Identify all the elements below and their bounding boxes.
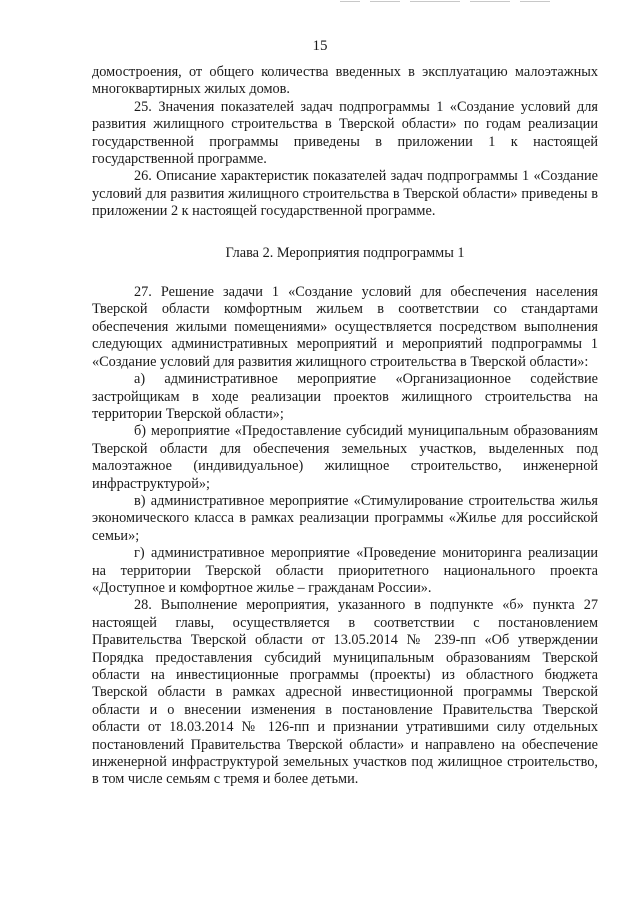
- paragraph-27: 27. Решение задачи 1 «Создание условий для обеспечения населения Тверской области комфортным жильем в соответствии со стандартами обеспечения жилыми помещениями» осуществляется посредством выполнения следующих административных мероприятий и мероприятий подпрограммы 1 «Создание условий для развития жилищного строительства в Тверской области»:: [92, 284, 598, 370]
- list-item-b: б) мероприятие «Предоставление субсидий муниципальным образованиям Тверской области для обеспечения земельных участков, выделенных под малоэтажное (индивидуальное) жилищное строительство, инженерной инфраструктурой»;: [92, 423, 598, 492]
- document-body: [92, 64, 598, 789]
- scan-artifact-marks: [300, 0, 640, 6]
- chapter-heading: Глава 2. Мероприятия подпрограммы 1: [225, 244, 465, 261]
- list-item-v: в) административное мероприятие «Стимулирование строительства жилья экономического класса в рамках реализации программы «Жилье для российской семьи»;: [92, 492, 598, 544]
- paragraph-continuation: домостроения, от общего количества введенных в эксплуатацию малоэтажных многоквартирных жилых домов.: [92, 64, 598, 98]
- page-number: 15: [312, 38, 328, 54]
- paragraph-25: 25. Значения показателей задач подпрограммы 1 «Создание условий для развития жилищного строительства в Тверской области» по годам реализации государственной программы приведены в приложении 1 к настоящей государственной программе.: [92, 98, 598, 168]
- list-item-g: г) административное мероприятие «Проведение мониторинга реализации на территории Тверской области приоритетного национального проекта «Доступное и комфортное жилье – гражданам России».: [92, 545, 598, 596]
- paragraph-28: 28. Выполнение мероприятия, указанного в подпункте «б» пункта 27 настоящей главы, осуществляется в соответствии с постановлением Правительства Тверской области от 13.05.2014 № 239-пп «Об утверждении Порядка предоставления субсидий муниципальным образованиям Тверской области на инвестиционные программы (проекты) из областного бюджета Тверской области в рамках адресной инвестиционной программы Тверской области и о внесении изменения в постановление Правительства Тверской области от 18.03.2014 № 126-пп и признании утратившими силу отдельных постановлений Правительства Тверской области» и направлено на обеспечение инженерной инфраструктурой земельных участков под жилищное строительство, в том числе семьям с тремя и более детьми.: [92, 597, 598, 788]
- list-item-a: а) административное мероприятие «Организационное содействие застройщикам в ходе реализации проектов жилищного строительства на территории Тверской области»;: [92, 371, 598, 422]
- paragraph-26: 26. Описание характеристик показателей задач подпрограммы 1 «Создание условий для развития жилищного строительства в Тверской области» приведены в приложении 2 к настоящей государственной программе.: [92, 168, 598, 220]
